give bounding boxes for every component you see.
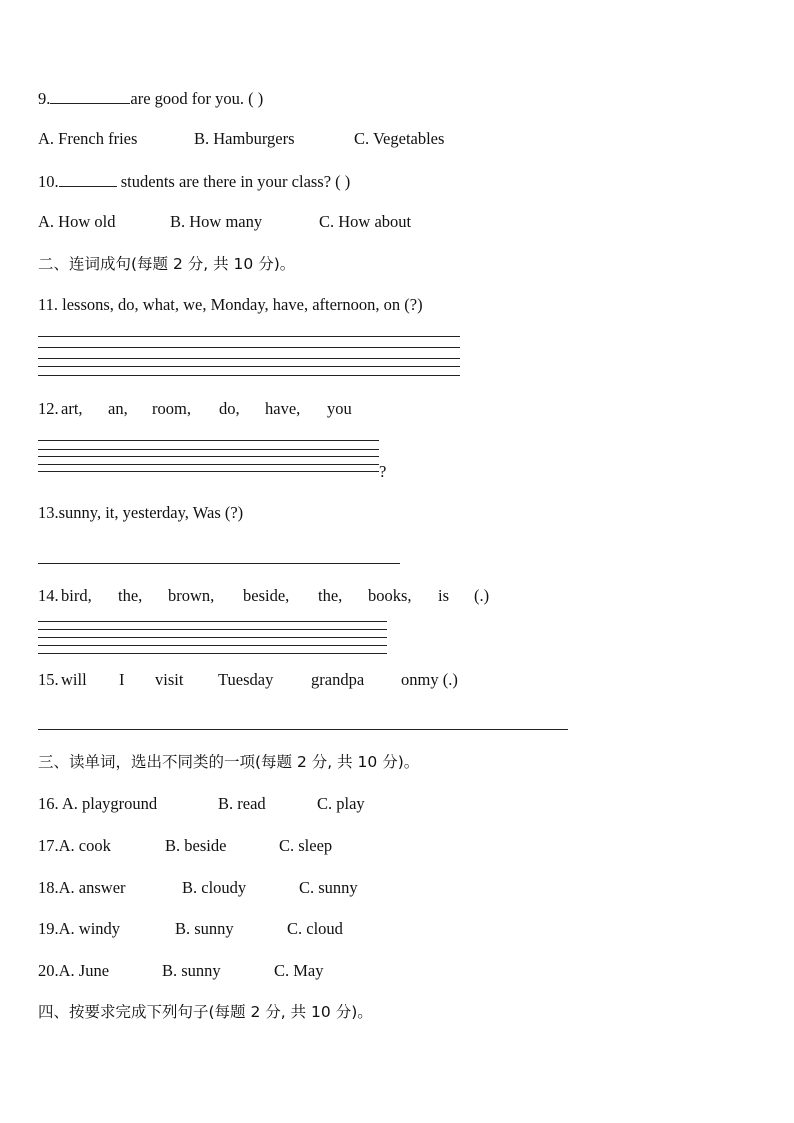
q9-option-a: A. French fries [38, 129, 138, 148]
q10-option-a: A. How old [38, 212, 116, 231]
q10-answer-blank[interactable] [59, 171, 117, 187]
q12-end-mark: ? [379, 462, 387, 481]
q15-word: will [61, 670, 87, 689]
q15-word: Tuesday [218, 670, 274, 689]
q14-answer-line [38, 653, 387, 654]
section-3-heading: 三、读单词，选出不同类的一项(每题 2 分, 共 10 分)。 [38, 753, 420, 771]
q19-option-a [38, 919, 120, 939]
question-13: 13.sunny, it, yesterday, Was (?) [38, 503, 244, 522]
q15-word: onmy (.) [401, 670, 458, 689]
q19-option-b: B. sunny [175, 919, 234, 938]
q14-answer-line [38, 629, 387, 630]
q16-option-a [38, 794, 157, 814]
q14-word: the, [318, 586, 343, 605]
q17-option-b: B. beside [165, 836, 227, 855]
q12-answer-line [38, 456, 379, 457]
q14-word: beside, [243, 586, 290, 605]
q15-number: 15. [38, 670, 59, 689]
q9-number: 9. [38, 89, 51, 108]
q18-number: 18. [38, 878, 59, 897]
q14-answer-line [38, 645, 387, 646]
q14-word: books, [368, 586, 412, 605]
q15-word: I [119, 670, 125, 689]
q20-option-a [38, 961, 109, 981]
q9-text: are good for you. ( ) [130, 89, 264, 108]
q20-option-b: B. sunny [162, 961, 221, 980]
q16-option-b: B. read [218, 794, 266, 813]
q15-word: visit [155, 670, 184, 689]
q10-text: students are there in your class? ( ) [116, 172, 351, 191]
q12-word: an, [108, 399, 128, 418]
q16-number: 16. [38, 794, 62, 813]
q17-option-a-text: A. cook [58, 836, 111, 855]
q12-word: do, [219, 399, 240, 418]
section-2-heading: 二、连词成句(每题 2 分, 共 10 分)。 [38, 255, 296, 273]
q11-answer-line [38, 366, 460, 367]
q9-option-c: C. Vegetables [354, 129, 445, 148]
q18-option-a-text: A. answer [58, 878, 126, 897]
q12-word: room, [152, 399, 191, 418]
q16-option-c: C. play [317, 794, 365, 813]
q11-answer-line [38, 336, 460, 337]
q20-number: 20. [38, 961, 59, 980]
q18-option-c: C. sunny [299, 878, 358, 897]
q15-answer-line [38, 729, 568, 730]
q11-answer-line [38, 347, 460, 348]
q14-number: 14. [38, 586, 59, 605]
q9-option-b: B. Hamburgers [194, 129, 295, 148]
q17-option-a [38, 836, 111, 856]
q17-option-c: C. sleep [279, 836, 333, 855]
section-4-heading: 四、按要求完成下列句子(每题 2 分, 共 10 分)。 [38, 1003, 373, 1021]
q16-option-a-text: A. playground [61, 794, 158, 813]
q12-answer-line [38, 471, 379, 472]
q14-end-mark: (.) [474, 586, 490, 605]
q12-answer-line [38, 440, 379, 441]
q10-option-c: C. How about [319, 212, 412, 231]
q19-number: 19. [38, 919, 59, 938]
q14-answer-line [38, 637, 387, 638]
question-10 [38, 171, 350, 192]
q15-word: grandpa [311, 670, 365, 689]
q14-word: is [438, 586, 450, 605]
q19-option-a-text: A. windy [58, 919, 121, 938]
q12-word: art, [61, 399, 83, 418]
q13-answer-line [38, 563, 400, 564]
q18-option-b: B. cloudy [182, 878, 247, 897]
q14-word: brown, [168, 586, 215, 605]
q12-word: you [327, 399, 352, 418]
q12-answer-line [38, 449, 379, 450]
q18-option-a [38, 878, 126, 898]
q14-answer-line [38, 621, 387, 622]
q17-number: 17. [38, 836, 59, 855]
question-11: 11. lessons, do, what, we, Monday, have, afternoon, on (?) [38, 295, 423, 314]
q12-number: 12. [38, 399, 59, 418]
q10-option-b: B. How many [170, 212, 263, 231]
q19-option-c: C. cloud [287, 919, 343, 938]
q12-word: have, [265, 399, 301, 418]
q14-word: the, [118, 586, 143, 605]
question-9 [38, 88, 263, 109]
q14-word: bird, [61, 586, 92, 605]
q11-answer-line [38, 375, 460, 376]
q20-option-a-text: A. June [58, 961, 110, 980]
q11-answer-line [38, 358, 460, 359]
q20-option-c: C. May [274, 961, 324, 980]
q10-number: 10. [38, 172, 59, 191]
q9-answer-blank[interactable] [50, 88, 130, 104]
q12-answer-line [38, 464, 379, 465]
